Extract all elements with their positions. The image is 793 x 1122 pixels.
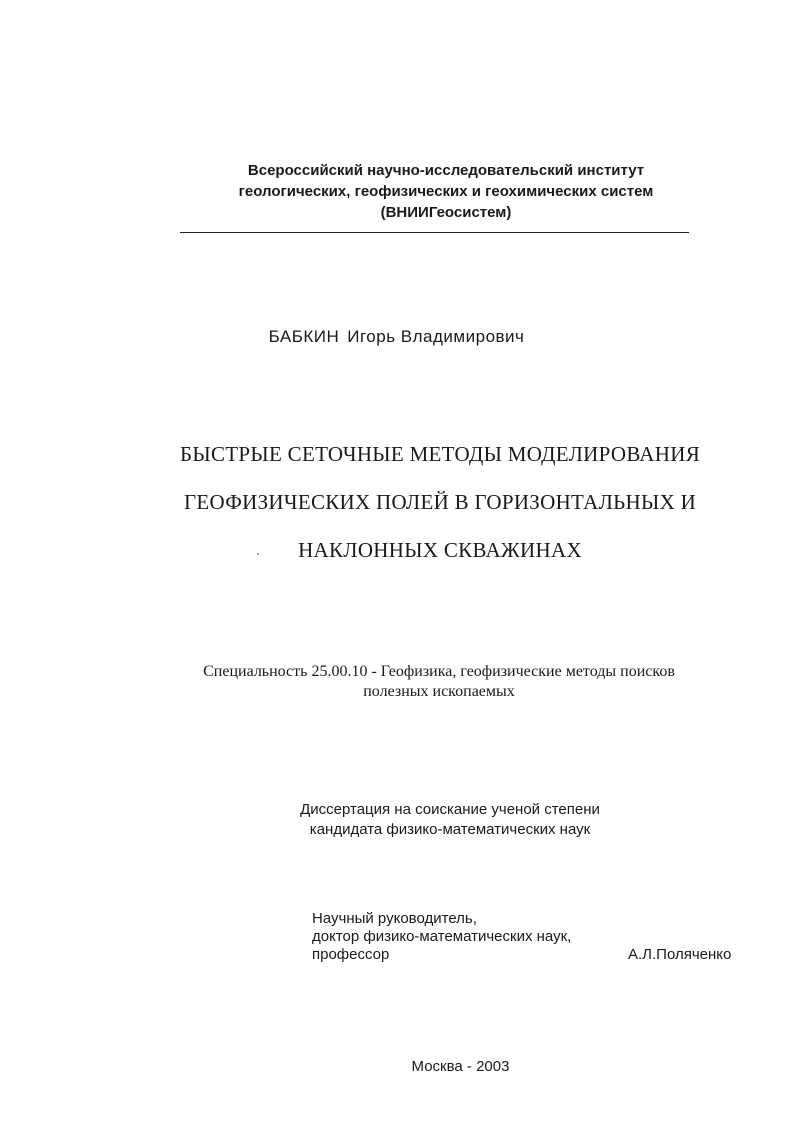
header-divider	[180, 232, 689, 233]
dissertation-title	[160, 434, 720, 578]
supervisor-block	[312, 910, 752, 964]
title-line-3: НАКЛОННЫХ СКВАЖИНАХ	[298, 538, 582, 562]
city-year: Москва - 2003	[411, 1058, 510, 1075]
supervisor-line-1: Научный руководитель,	[312, 910, 477, 927]
degree-line-1: Диссертация на соискание ученой степени	[300, 801, 600, 818]
specialty-line-2: полезных ископаемых	[363, 683, 515, 700]
specialty-line-1: Специальность 25.00.10 - Геофизика, геофизические методы поисков	[203, 663, 675, 680]
author-surname: БАБКИН	[268, 327, 340, 346]
author-given-names: Игорь Владимирович	[347, 327, 525, 346]
institute-line-2: геологических, геофизических и геохимических систем	[238, 183, 654, 200]
degree-line-2: кандидата физико-математических наук	[309, 821, 591, 838]
institute-abbreviation: (ВНИИГеосистем)	[380, 204, 512, 221]
institute-block	[180, 160, 712, 223]
supervisor-line-2: доктор физико-математических наук,	[312, 928, 572, 945]
supervisor-title: профессор	[312, 946, 390, 963]
supervisor-line-3	[312, 946, 752, 964]
dissertation-degree-block	[270, 800, 630, 840]
title-line-2: ГЕОФИЗИЧЕСКИХ ПОЛЕЙ В ГОРИЗОНТАЛЬНЫХ И	[183, 490, 697, 514]
supervisor-name: А.Л.Поляченко	[628, 946, 732, 963]
specialty-block	[150, 662, 728, 702]
institute-line-1: Всероссийский научно-исследовательский институт	[247, 162, 645, 179]
author-name	[0, 327, 793, 347]
title-line-1: БЫСТРЫЕ СЕТОЧНЫЕ МЕТОДЫ МОДЕЛИРОВАНИЯ	[179, 442, 701, 466]
scan-speck	[257, 553, 259, 555]
